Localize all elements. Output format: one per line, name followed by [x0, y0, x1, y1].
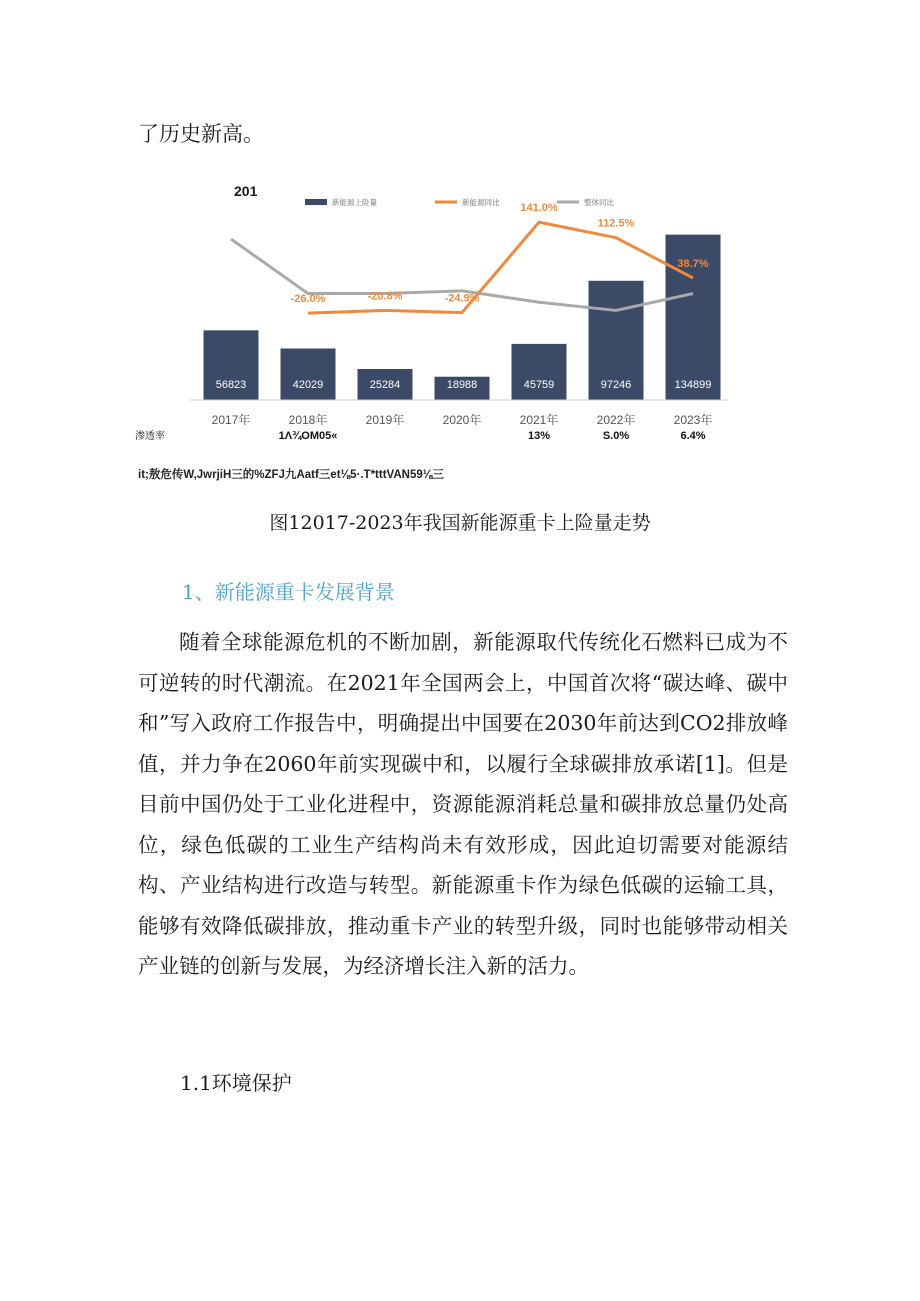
bar-value-label: 56823: [215, 379, 247, 391]
yoy-row-value: 13%: [527, 430, 551, 442]
nev-yoy-label: 112.5%: [597, 217, 635, 230]
yoy-row-value: 6.4%: [680, 430, 706, 442]
bar: [512, 344, 567, 400]
x-tick-label: 2021年: [519, 413, 559, 427]
nev-yoy-label: -26.0%: [290, 293, 326, 306]
bar-value-label: 42029: [292, 379, 324, 391]
bar-value-label: 134899: [674, 379, 712, 391]
section-heading: 1、新能源重卡发展背景: [182, 580, 395, 604]
nev-yoy-label: -24.9%: [444, 292, 480, 305]
x-tick-label: 2018年: [288, 413, 328, 427]
body-paragraph: [138, 622, 788, 987]
chart-title: 201: [234, 183, 258, 199]
bar-value-label: 18988: [446, 379, 478, 391]
yoy-row-value: 1Λ¾OM05«: [278, 430, 338, 442]
x-tick-label: 2022年: [596, 413, 636, 427]
x-tick-label: 2023年: [673, 413, 713, 427]
yoy-row-value: S.0%: [602, 430, 630, 442]
penetration-label: 渗透率: [135, 431, 165, 442]
source-note: it;敖危传W,JwrjiH三的%ZFJ九Aatf三et⅛5·.T*tttVAN59⅛三: [138, 469, 444, 481]
legend-swatch: [305, 199, 327, 205]
nev-yoy-label: 38.7%: [677, 257, 709, 270]
legend-label: 新能源上险量: [332, 198, 377, 207]
legend-label: 整体同比: [584, 198, 614, 207]
chart: [135, 178, 730, 468]
bar: [281, 348, 336, 400]
bar-value-label: 25284: [369, 379, 401, 391]
figure-caption: 图12017-2023年我国新能源重卡上险量走势: [269, 512, 651, 534]
sub-heading: 1.1环境保护: [180, 1071, 292, 1095]
legend-label: 新能源同比: [462, 198, 500, 207]
bar-value-label: 97246: [600, 379, 632, 391]
paragraph-text: 随着全球能源危机的不断加剧，新能源取代传统化石燃料已成为不可逆转的时代潮流。在2021年全国两会上，中国首次将“碳达峰、碳中和”写入政府工作报告中，明确提出中国要在2030年前达到CO2排放峰值，并力争在2060年前实现碳中和，以履行全球碳排放承诺[1]。但是目前中国仍处于工业化进程中，资源能源消耗总量和碳排放总量仍处高位，绿色低碳的工业生产结构尚未有效形成，因此迫切需要对能源结构、产业结构进行改造与转型。新能源重卡作为绿色低碳的运输工具，能够有效降低碳排放，推动重卡产业的转型升级，同时也能够带动相关产业链的创新与发展，为经济增长注入新的活力。: [138, 630, 788, 978]
chart-svg: [135, 178, 730, 468]
x-tick-label: 2020年: [442, 413, 482, 427]
intro-line: 了历史新高。: [138, 122, 264, 146]
nev-yoy-label: -20.8%: [367, 290, 403, 303]
x-tick-label: 2019年: [365, 413, 405, 427]
bar-value-label: 45759: [523, 379, 555, 391]
x-tick-label: 2017年: [211, 413, 251, 427]
nev-yoy-label: 141.0%: [520, 202, 558, 215]
